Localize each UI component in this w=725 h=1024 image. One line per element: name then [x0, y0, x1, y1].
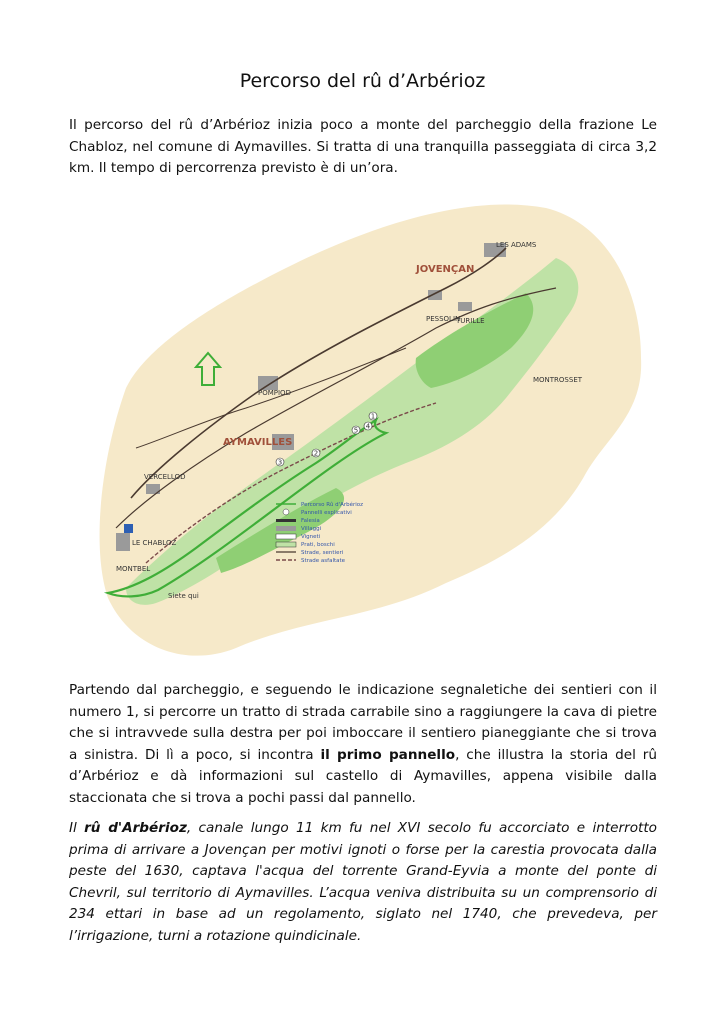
label-aymavilles: AYMAVILLES	[223, 437, 293, 448]
legend-villages: Villaggi	[301, 526, 322, 532]
directions-text-start: Partendo dal parcheggio, e seguendo le indicazione segnaletiche dei sentieri con il numero 1, si percorre un tratto di strada carrabile sino a raggiungere la cava di pietre che si intravvede sulla destra per poi imboccare il sentiero pianeggiante che si trova a sinistra. Di lì a poco, si incontra	[69, 682, 657, 763]
route-map	[86, 198, 646, 668]
label-le-chabloz: LE CHABLOZ	[132, 539, 177, 547]
label-vercellod: VERCELLOD	[144, 473, 186, 481]
label-jovencan: JOVENÇAN	[416, 264, 475, 275]
label-siete-qui: Siete qui	[168, 592, 199, 600]
legend-vineyards: Vigneti	[301, 534, 321, 540]
legend-meadows: Prati, boschi	[301, 542, 335, 548]
panel-marker-4: 4	[365, 422, 371, 431]
panel-marker-1: 1	[370, 412, 376, 421]
directions-text-bold: il primo pannello	[320, 746, 456, 763]
legend-roads: Strade, sentieri	[301, 550, 344, 556]
panel-marker-2: 2	[313, 449, 319, 458]
village-pompiod	[258, 376, 278, 390]
panel-marker-5: 5	[353, 426, 359, 435]
label-les-adams: LES ADAMS	[496, 241, 537, 249]
legend-paved-roads: Strade asfaltate	[301, 558, 346, 564]
directions-paragraph	[69, 680, 657, 809]
history-text-bold: rû d'Arbérioz	[84, 820, 187, 836]
panel-marker-3: 3	[277, 458, 283, 467]
village-turille	[458, 302, 472, 311]
village-le-chabloz	[116, 533, 130, 551]
label-pompiod: POMPIOD	[258, 389, 291, 397]
parking-icon	[124, 524, 133, 533]
page-title: Percorso del rû d’Arbérioz	[239, 70, 486, 92]
directions-text-end: , che illustra la storia del rû d’Arbérioz e dà informazioni sul castello di Aymavilles, appena visibile dalla staccionata che si trova a pochi passi dal pannello.	[69, 746, 657, 806]
legend-cliff: Falesia	[301, 518, 320, 524]
label-pessolin: PESSOLIN	[426, 315, 461, 323]
intro-paragraph: Il percorso del rû d’Arbérioz inizia poco a monte del parcheggio della frazione Le Chabloz, nel comune di Aymavilles. Si tratta di una tranquilla passeggiata di circa 3,2 km. Il tempo di percorrenza previsto è di un’ora.	[69, 117, 657, 176]
label-montbel: MONTBEL	[116, 565, 151, 573]
history-paragraph	[69, 818, 657, 947]
label-turille: TURILLE	[456, 317, 485, 325]
legend-route: Percorso Rû d'Arbérioz	[301, 502, 364, 508]
history-text-end: , canale lungo 11 km fu nel XVI secolo fu accorciato e interrotto prima di arrivare a Jovençan per motivi ignoti o forse per la carestia provocata dalla peste del 1630, captava l'acqua del torrente Grand-Eyvia a monte del ponte di Chevril, sul territorio di Aymavilles. L’acqua veniva distribuita su un comprensorio di 234 ettari in base ad un regolamento, siglato nel 1740, che prevedeva, per l’irrigazione, turni a rotazione quindicinale.	[69, 820, 657, 944]
legend-panels: Pannelli esplicativi	[301, 510, 352, 516]
label-montrosset: MONTROSSET	[533, 376, 583, 384]
history-text-start: Il	[69, 820, 85, 836]
